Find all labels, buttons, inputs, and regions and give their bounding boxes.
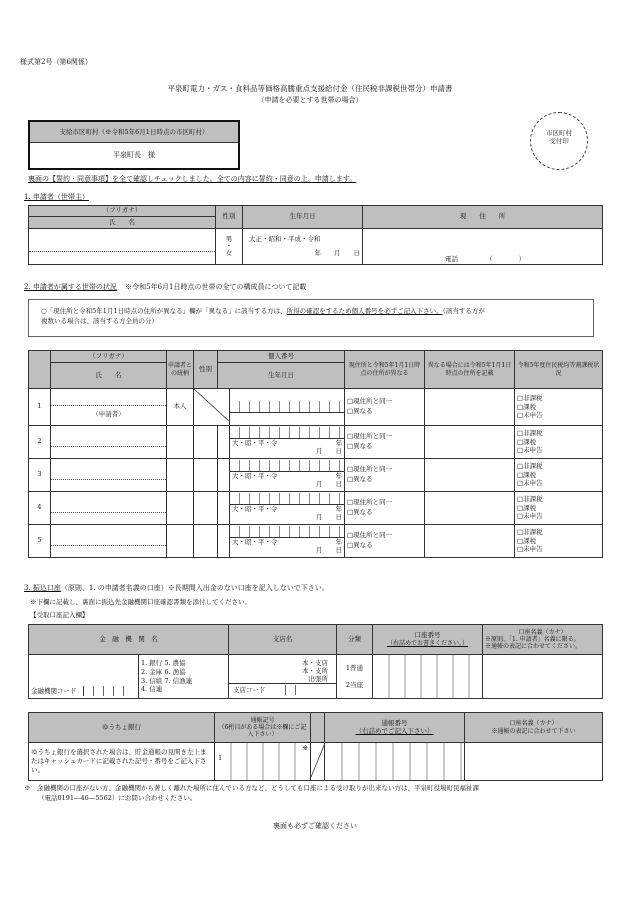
- section3-title-rest: （原則、1. の申請者名義の口座）※長期間入出金のない口座を記入しないで下さい。: [60, 584, 329, 592]
- address-differs-options[interactable]: [345, 425, 425, 458]
- reception-stamp: [530, 112, 588, 170]
- holder-header: [483, 625, 603, 655]
- member-dob-pad: [218, 425, 230, 458]
- previous-address-cell[interactable]: [425, 524, 515, 557]
- branch-cell[interactable]: [229, 655, 337, 699]
- household-table: [28, 350, 603, 558]
- member-relationship[interactable]: [167, 425, 194, 458]
- name-header: 氏 名: [29, 217, 216, 229]
- h-previous-address: 異なる場合には令和5年1月1日時点の住所を記載: [425, 351, 515, 389]
- h-gender: 性別: [194, 351, 218, 389]
- h-mynumber: 個人番号: [218, 351, 345, 363]
- era-short[interactable]: 大・昭・平・令: [232, 472, 278, 480]
- previous-address-cell[interactable]: [425, 458, 515, 491]
- member-mynumber-dob-cell[interactable]: [230, 491, 345, 524]
- form-number: 様式第2号（第6関係）: [20, 58, 92, 66]
- member-dob[interactable]: [230, 538, 344, 556]
- footnote-line2: （電話0191―46―5562）にお問い合わせください。: [38, 793, 197, 802]
- member-dob-pad: [218, 491, 230, 524]
- branch-kind-options[interactable]: 本・支店 本・支所 出張所: [302, 658, 328, 684]
- member-furigana-line[interactable]: [51, 469, 166, 480]
- phone-paren[interactable]: （ ）: [486, 255, 526, 264]
- option-not-filed[interactable]: □未申告: [517, 411, 543, 420]
- member-gender[interactable]: [194, 524, 218, 557]
- bank-code-boxes[interactable]: [83, 686, 124, 696]
- member-relationship[interactable]: [167, 458, 194, 491]
- member-mynumber-dob-cell[interactable]: [230, 458, 345, 491]
- yucho-code-note: （6桁目がある場合は※欄にご記入下さい）: [218, 723, 307, 739]
- row-number: 1: [29, 389, 51, 426]
- yucho-num-header: [325, 713, 465, 743]
- dob-header: 生年月日: [243, 206, 363, 229]
- section3-subtitle: 【受取口座記入欄】: [30, 611, 89, 619]
- branch-code-label: 支店コード: [233, 686, 266, 695]
- form-subtitle: （申請を必要とする世帯の場合）: [257, 96, 363, 104]
- address-differs-options[interactable]: [345, 458, 425, 491]
- previous-address-cell[interactable]: [425, 425, 515, 458]
- address-differs-options[interactable]: [345, 389, 425, 426]
- member-furigana-line[interactable]: [51, 395, 166, 406]
- h-furigana: （フリガナ）: [51, 351, 167, 363]
- option-not-filed[interactable]: □未申告: [517, 512, 543, 521]
- row-number: 3: [29, 458, 51, 491]
- stamp-line2: 受付印: [549, 136, 569, 145]
- tax-status-options[interactable]: [515, 389, 603, 426]
- yucho-holder-label: 口座名義（カナ）: [509, 720, 558, 728]
- yucho-code-header: [215, 713, 311, 743]
- phone-label: 電話: [445, 255, 458, 264]
- yucho-code-star: ※: [302, 744, 308, 752]
- yucho-table: [28, 712, 603, 781]
- option-non-taxable[interactable]: □非課税: [517, 495, 543, 504]
- member-gender[interactable]: [194, 458, 218, 491]
- h-address-differs: 現住所と令和5年1月1日時点の住所が異なる: [345, 351, 425, 389]
- confirm-statement: 裏面の【誓約・同意事項】を全て確認しチェックしました。全ての内容に誓約・同意の上、申請します。: [28, 175, 357, 183]
- household-row: [29, 458, 603, 491]
- stamp-line1: 市区町村: [546, 129, 572, 137]
- member-dob[interactable]: [230, 439, 344, 457]
- bank-table: [28, 624, 603, 699]
- gender-separator: ・: [225, 241, 233, 250]
- notice-part-a: ○「現住所と令和5年1月1日時点の住所が異なる」欄が「異なる」に該当する方は、: [41, 307, 287, 315]
- address-differs-options[interactable]: [345, 524, 425, 557]
- member-mynumber-dob-cell[interactable]: [230, 524, 345, 557]
- row-no-header: [29, 351, 51, 389]
- option-taxable[interactable]: □課税: [517, 503, 537, 512]
- notice-part-b: 所得の確認をするため個人番号を必ずご記入下さい。: [286, 307, 443, 315]
- acct-header-note: （右詰めでお書きください。）: [386, 639, 468, 647]
- yucho-name-header: ゆうちょ銀行: [29, 713, 215, 743]
- dob-year: 年: [335, 505, 342, 513]
- option-same-address[interactable]: □現住所と同一: [347, 465, 393, 474]
- mynumber-boxes[interactable]: [230, 427, 344, 439]
- yucho-description: ゆうちょ銀行を選択された場合は、貯金通帳の見開き左上またはキャッシュカードに記載された記号・番号をご記入下さい。: [29, 743, 215, 781]
- previous-address-cell[interactable]: [425, 389, 515, 426]
- member-mynumber-dob-cell[interactable]: [230, 389, 345, 426]
- furigana-header: （フリガナ）: [29, 206, 216, 217]
- household-row: [29, 524, 603, 557]
- option-non-taxable[interactable]: □非課税: [517, 462, 543, 471]
- member-gender-slash: [194, 389, 230, 426]
- male-option[interactable]: 男: [225, 234, 233, 243]
- previous-address-cell[interactable]: [425, 491, 515, 524]
- holder-note1: ※原則、「1. 申請者」名義に限る。: [485, 635, 580, 643]
- yucho-slash: [311, 743, 325, 777]
- applicant-gender-cell[interactable]: [216, 229, 243, 265]
- applicant-tag: （申請者）: [92, 410, 125, 418]
- yucho-code-prefix: 1: [218, 754, 223, 762]
- yucho-slash-header: [311, 713, 325, 743]
- household-row: [29, 389, 603, 426]
- back-side-note: 裏面も必ずご確認ください: [273, 822, 357, 830]
- dob-ymd: 年 月 日: [314, 248, 360, 257]
- option-same-address[interactable]: □現住所と同一: [347, 397, 393, 406]
- option-taxable[interactable]: □課税: [517, 470, 537, 479]
- member-mynumber-dob-cell[interactable]: [230, 425, 345, 458]
- member-relationship[interactable]: [167, 491, 194, 524]
- branch-code-row[interactable]: [229, 683, 336, 696]
- dob-year: 年: [335, 439, 342, 447]
- notice-part-c: （該当する方が: [442, 307, 485, 315]
- yucho-slash-cell: [311, 743, 325, 781]
- holder-note2: ※通帳の表記に合わせてください。: [485, 643, 582, 651]
- section2-notice: [28, 299, 594, 337]
- era-short[interactable]: 大・昭・平・令: [232, 538, 278, 546]
- member-name-cell[interactable]: [51, 389, 167, 426]
- member-gender[interactable]: [194, 491, 218, 524]
- era-short[interactable]: 大・昭・平・令: [232, 505, 278, 513]
- member-relationship[interactable]: [167, 524, 194, 557]
- acct-number-cell[interactable]: [373, 655, 483, 699]
- member-gender[interactable]: [194, 425, 218, 458]
- address-differs-options[interactable]: [345, 491, 425, 524]
- mynumber-boxes[interactable]: [230, 460, 344, 472]
- option-taxable[interactable]: □課税: [517, 437, 537, 446]
- yucho-holder-cell[interactable]: [465, 743, 603, 781]
- member-furigana-line[interactable]: [51, 535, 166, 546]
- member-dob-pad: [218, 524, 230, 557]
- yucho-num-label: 通帳番号: [381, 718, 408, 727]
- holder-cell[interactable]: [483, 655, 603, 699]
- tax-status-options[interactable]: [515, 458, 603, 491]
- municipality-box: [28, 120, 240, 170]
- acct-type-savings[interactable]: 1普通: [345, 663, 364, 672]
- section2-title: 2. 申請者が属する世帯の状況: [24, 283, 117, 291]
- h-name: 氏 名: [51, 363, 167, 389]
- acct-header: [373, 625, 483, 655]
- option-same-address[interactable]: □現住所と同一: [347, 531, 393, 540]
- tax-status-options[interactable]: [515, 425, 603, 458]
- option-taxable[interactable]: □課税: [517, 536, 537, 545]
- member-dob[interactable]: [230, 472, 344, 490]
- branch-code-boxes[interactable]: [276, 685, 304, 695]
- acct-type-cell[interactable]: [337, 655, 373, 699]
- option-different-address[interactable]: □異なる: [347, 441, 373, 450]
- yucho-code-cell[interactable]: [215, 743, 311, 781]
- bank-code-cell[interactable]: [29, 655, 139, 699]
- option-not-filed[interactable]: □未申告: [517, 446, 543, 455]
- member-name-cell[interactable]: [51, 458, 167, 491]
- era-short[interactable]: 大・昭・平・令: [232, 439, 278, 447]
- acct-header-label: 口座番号: [414, 631, 441, 639]
- option-non-taxable[interactable]: □非課税: [517, 394, 543, 403]
- yucho-num-note: （右詰めでご記入下さい）: [355, 726, 434, 735]
- dob-md: 月 日: [316, 512, 342, 521]
- type-header: 分類: [337, 625, 373, 655]
- era-options[interactable]: 大正・昭和・平成・令和: [249, 234, 321, 243]
- slash-mark: [194, 389, 230, 422]
- option-same-address[interactable]: □現住所と同一: [347, 498, 393, 507]
- row-number: 2: [29, 425, 51, 458]
- applicant-address-cell[interactable]: [363, 229, 603, 265]
- section3-note: ※下欄に記載し、裏面に振込先金融機関口座確認書類を添付してください。: [30, 598, 251, 606]
- row-number: 4: [29, 491, 51, 524]
- household-row: [29, 425, 603, 458]
- dob-year: 年: [335, 538, 342, 546]
- option-non-taxable[interactable]: □非課税: [517, 528, 543, 537]
- dob-md: 月 日: [316, 545, 342, 554]
- option-not-filed[interactable]: □未申告: [517, 479, 543, 488]
- footnote: [24, 784, 604, 804]
- notice-part-d: 複数いる場合は、該当する方全員の分）: [41, 317, 158, 326]
- member-relationship[interactable]: 本人: [167, 389, 194, 426]
- applicant-name-cell[interactable]: [29, 229, 216, 265]
- tax-status-options[interactable]: [515, 524, 603, 557]
- yucho-holder-note: ※通帳の表記に合わせて下さい: [491, 727, 576, 735]
- acct-type-checking[interactable]: 2当座: [345, 680, 364, 689]
- applicant-dob-cell[interactable]: [243, 229, 363, 265]
- footnote-line1: ※ 金融機関の口座がない方、金融機関から著しく離れた場所に住んでいる方など、どうしても口座による受け取りが出来ない方は、平泉町役場町民福祉課: [24, 784, 479, 792]
- yucho-number-cell[interactable]: [325, 743, 465, 781]
- member-name-cell[interactable]: [51, 425, 167, 458]
- member-name-cell[interactable]: [51, 524, 167, 557]
- bank-code-label: 金融機関コード: [31, 687, 77, 695]
- holder-header-label: 口座名義（カナ）: [518, 628, 567, 636]
- household-row: [29, 491, 603, 524]
- municipality-label: 支給市区町村（※令和5年6月1日時点の市区町村）: [30, 122, 238, 143]
- applicant-furigana-line[interactable]: [29, 241, 215, 252]
- addressee: 平泉町長 様: [113, 151, 155, 159]
- option-same-address[interactable]: □現住所と同一: [347, 432, 393, 441]
- h-tax-status: 令和5年度住民税均等割課税状況: [515, 351, 603, 389]
- section2-heading: [24, 283, 306, 291]
- gender-header: 性別: [216, 206, 243, 229]
- bank-kind-options[interactable]: 1. 銀行 5. 農協 2. 金庫 6. 漁協 3. 信組 7. 信漁連 4. 信連: [139, 655, 229, 699]
- h-dob: 生年月日: [218, 363, 345, 389]
- option-different-address[interactable]: □異なる: [347, 540, 373, 549]
- member-name-cell[interactable]: [51, 491, 167, 524]
- option-not-filed[interactable]: □未申告: [517, 545, 543, 554]
- dob-md: 月 日: [316, 479, 342, 488]
- option-non-taxable[interactable]: □非課税: [517, 429, 543, 438]
- yucho-holder-header: [465, 713, 603, 743]
- branch-header: 支店名: [229, 625, 337, 655]
- section3-title: 3. 振込口座: [24, 584, 61, 592]
- form-title: 平泉町電力・ガス・食料品等価格高騰重点支援給付金（住民税非課税世帯分）申請書: [167, 84, 453, 93]
- tax-status-options[interactable]: [515, 491, 603, 524]
- h-relationship: 申請者との続柄: [167, 351, 194, 389]
- yucho-code-label: 通帳記号: [250, 716, 275, 724]
- bank-name-header: 金 融 機 関 名: [29, 625, 229, 655]
- section3-heading: [24, 584, 329, 592]
- option-different-address[interactable]: □異なる: [347, 474, 373, 483]
- member-furigana-line[interactable]: [51, 502, 166, 513]
- mynumber-boxes[interactable]: [230, 493, 344, 505]
- dob-year: 年: [335, 472, 342, 480]
- mynumber-boxes[interactable]: [230, 401, 344, 413]
- row-number: 5: [29, 524, 51, 557]
- option-taxable[interactable]: □課税: [517, 402, 537, 411]
- dob-md: 月 日: [316, 446, 342, 455]
- mynumber-boxes[interactable]: [230, 526, 344, 538]
- member-dob-pad: [218, 458, 230, 491]
- option-different-address[interactable]: □異なる: [347, 406, 373, 415]
- section2-note: ※令和5年6月1日時点の世帯の全ての構成員について記載: [125, 283, 307, 291]
- section1-title: 1. 申請者（世帯主）: [24, 193, 89, 201]
- female-option[interactable]: 女: [225, 249, 233, 258]
- member-dob[interactable]: [230, 505, 344, 523]
- member-furigana-line[interactable]: [51, 436, 166, 447]
- applicant-table: [28, 205, 603, 265]
- address-header: 現 住 所: [363, 206, 603, 229]
- option-different-address[interactable]: □異なる: [347, 507, 373, 516]
